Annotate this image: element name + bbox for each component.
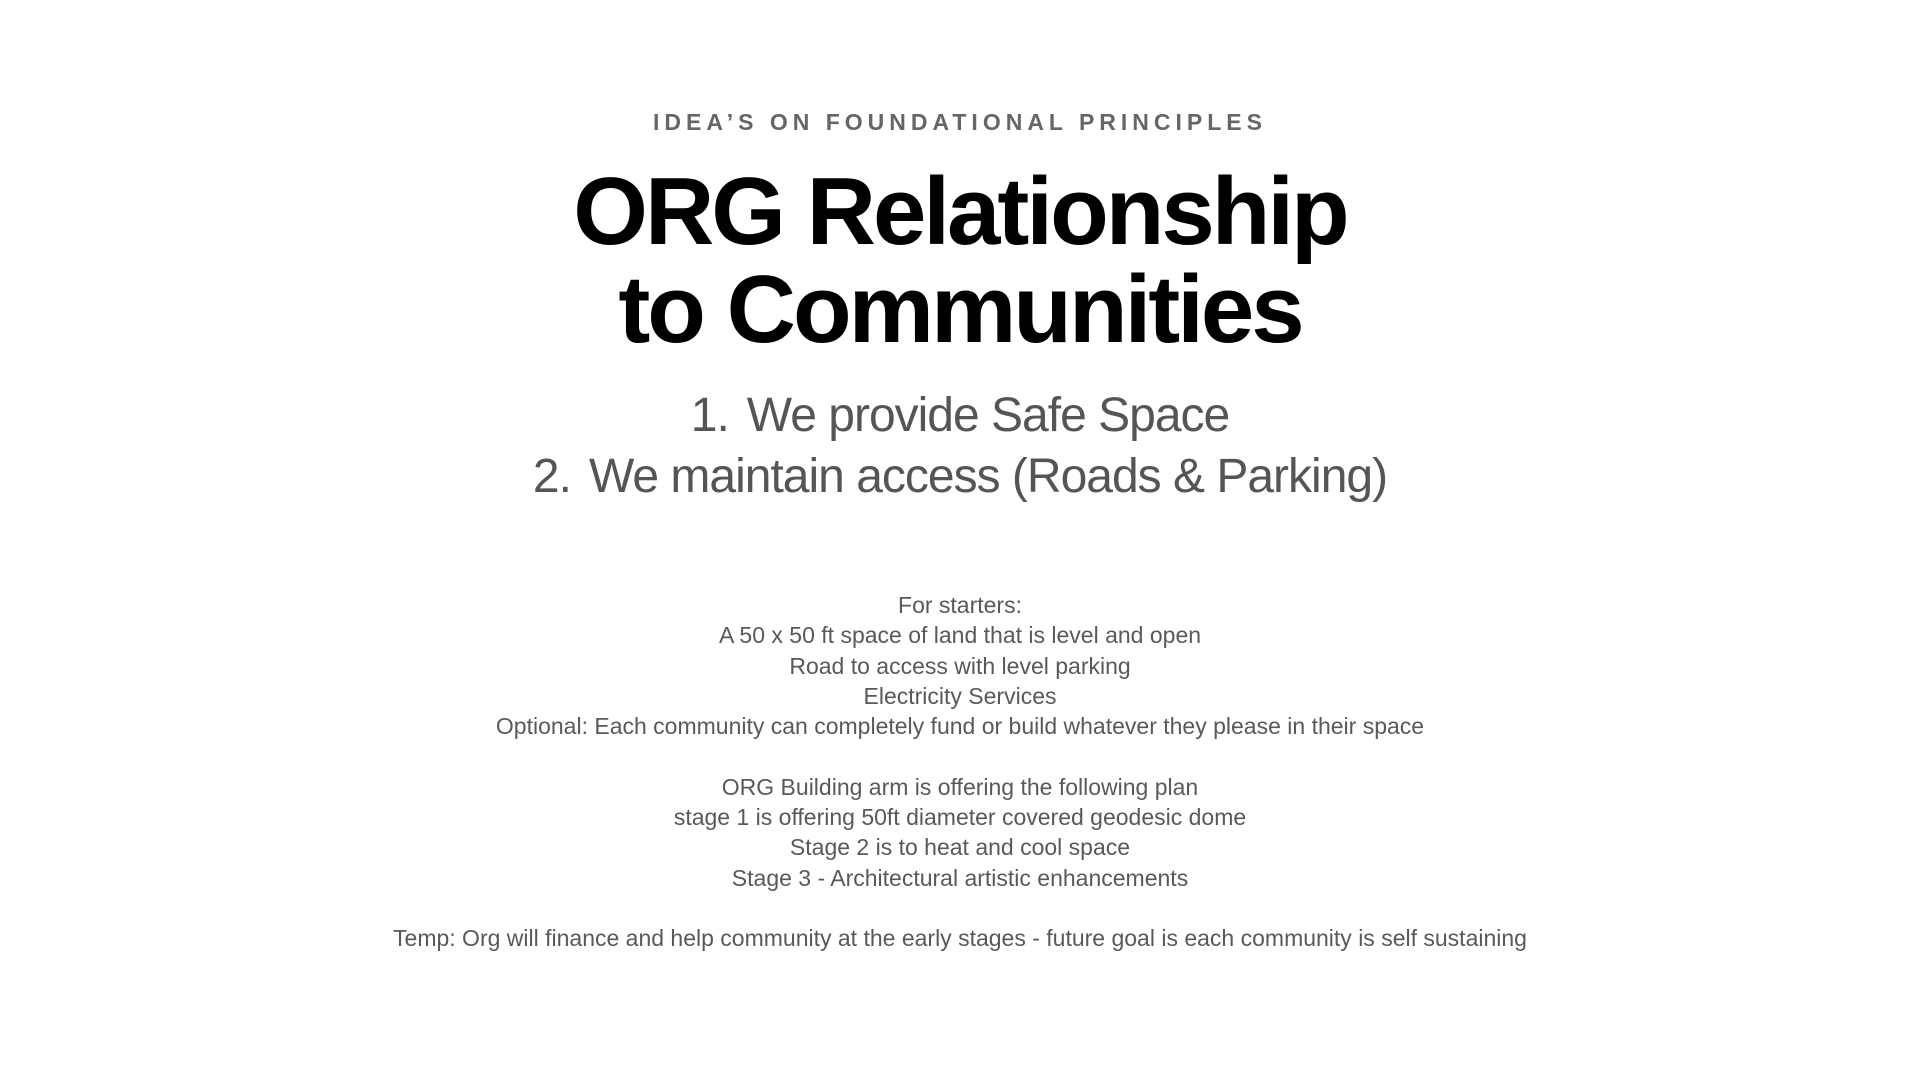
building-plan-line: Stage 2 is to heat and cool space [789,834,1131,861]
principle-number: 2. [532,450,571,503]
slide-title [0,158,1920,363]
slide-body-text [0,590,1920,954]
starters-line: Optional: Each community can completely fund or build whatever they please in their space [495,713,1425,740]
starters-line: A 50 x 50 ft space of land that is level and open [718,622,1202,649]
paragraph-gap [0,893,1920,923]
temp-note: Temp: Org will finance and help community at the early stages - future goal is each community is self sustaining [393,925,1527,952]
slide-title-line-2: to Communities [618,256,1302,363]
principle-text: We maintain access (Roads & Parking) [588,450,1388,503]
building-plan-heading: ORG Building arm is offering the following plan [721,773,1199,800]
building-plan-line: Stage 3 - Architectural artistic enhancements [731,864,1189,891]
starters-line: Road to access with level parking [789,652,1131,679]
paragraph-gap [0,741,1920,771]
principles-list [0,385,1920,507]
slide-eyebrow: IDEA’S ON FOUNDATIONAL PRINCIPLES [653,109,1267,135]
starters-line: Electricity Services [863,682,1057,709]
building-plan-line: stage 1 is offering 50ft diameter covered geodesic dome [673,804,1247,831]
slide-title-line-1: ORG Relationship [573,158,1347,265]
starters-heading: For starters: [898,592,1022,618]
principle-text: We provide Safe Space [746,389,1230,442]
principle-item [0,385,1920,446]
principle-number: 1. [690,389,729,442]
principle-item [0,446,1920,507]
